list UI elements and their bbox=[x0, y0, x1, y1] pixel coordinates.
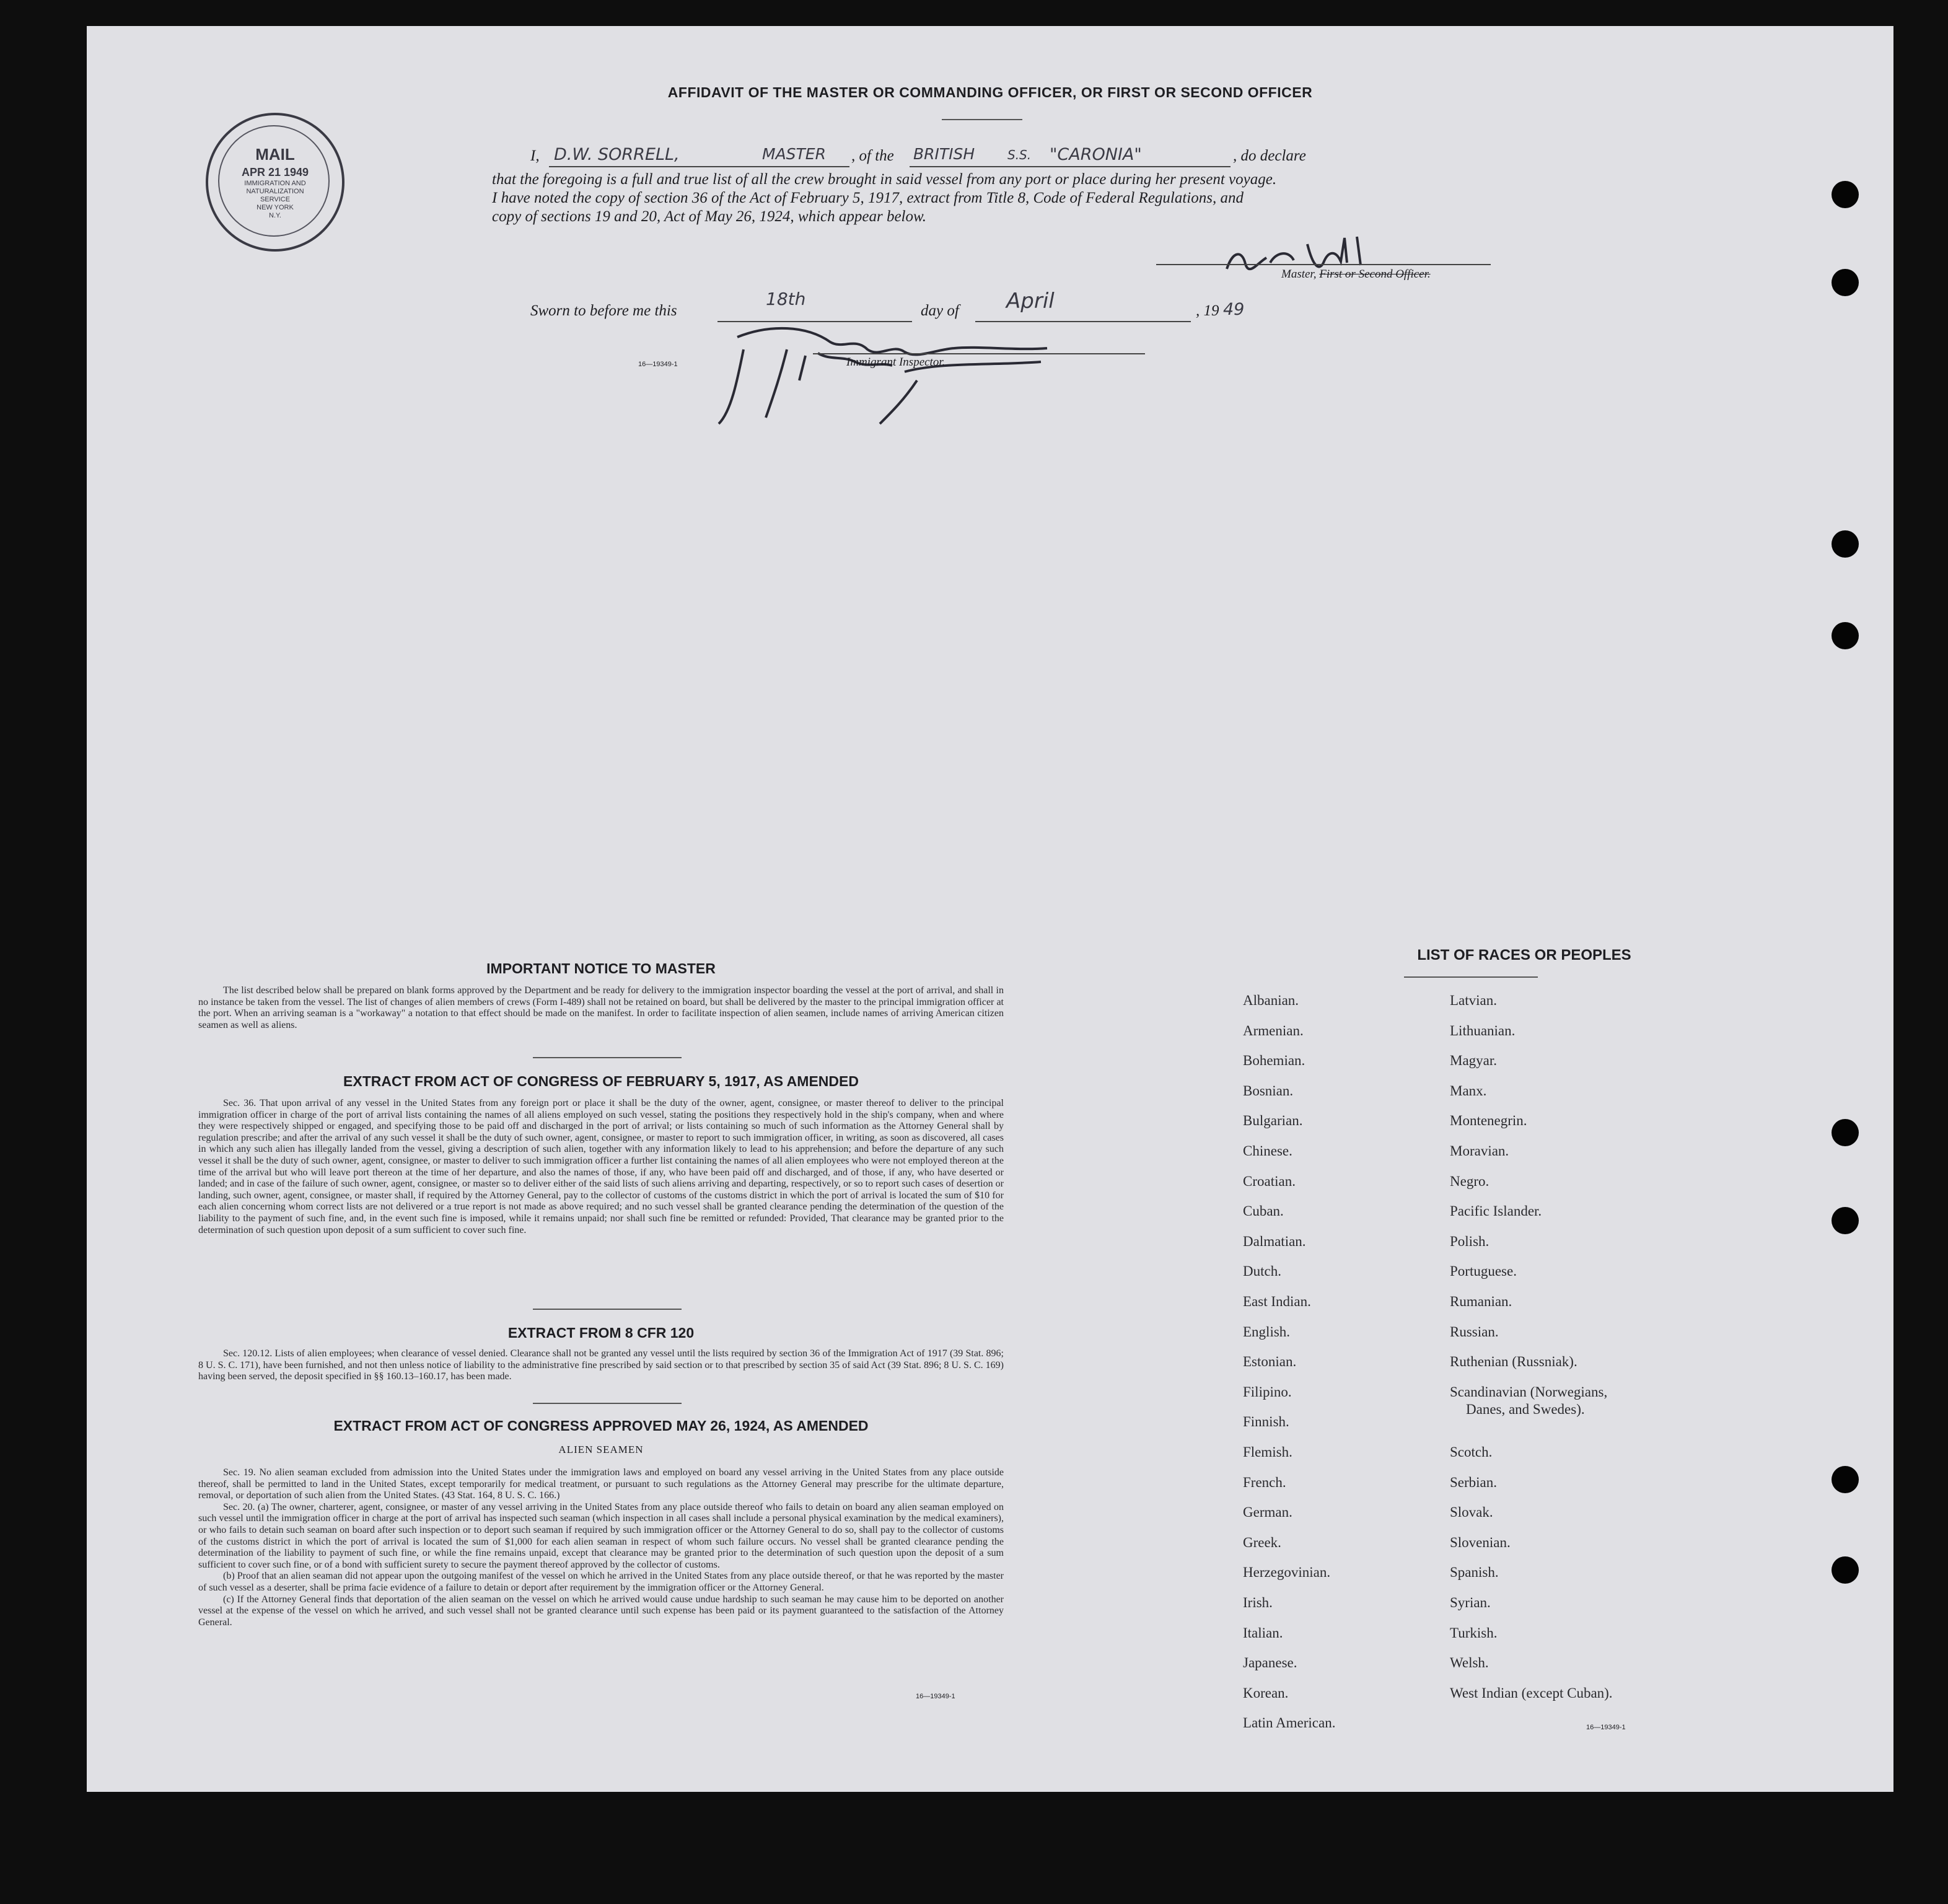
master-signature bbox=[1214, 226, 1462, 294]
binder-hole bbox=[1832, 530, 1859, 558]
affidavit-form-number: 16—19349-1 bbox=[638, 361, 678, 368]
sec-20b-paragraph: (b) Proof that an alien seaman did not appear upon the outgoing manifest of the vessel on which he arrived in the United States from any place outside thereof, or that he was reported by the master of such vessel as a deserter, shall be prima facie evidence of a failure to detain or deport after requirement by the immigration officer or the Attorney General. bbox=[198, 1571, 1004, 1593]
race-item: Finnish. bbox=[1243, 1414, 1289, 1430]
binder-hole bbox=[1832, 1466, 1859, 1493]
race-item: Chinese. bbox=[1243, 1143, 1292, 1159]
race-item: Pacific Islander. bbox=[1450, 1203, 1542, 1219]
race-item: Estonian. bbox=[1243, 1354, 1297, 1370]
race-item: Turkish. bbox=[1450, 1625, 1498, 1641]
sec-20c-paragraph: (c) If the Attorney General finds that deportation of the alien seaman on the vessel on which he arrived would cause undue hardship to such seaman he may cause him to be deported on another vessel at the expense of the vessel on which he arrived, and such vessel shall not be granted clearance until such expense has been paid or its payment guaranteed to the satisfaction of the Attorney General. bbox=[198, 1594, 1004, 1628]
binder-hole bbox=[1832, 1556, 1859, 1584]
extract-form-number: 16—19349-1 bbox=[916, 1693, 955, 1700]
stamp-line-2: NATURALIZATION bbox=[246, 188, 304, 195]
race-item: Bohemian. bbox=[1243, 1053, 1305, 1069]
race-item: Scotch. bbox=[1450, 1444, 1493, 1460]
stamp-line-1: IMMIGRATION AND bbox=[244, 180, 306, 187]
race-item: Latvian. bbox=[1450, 993, 1497, 1008]
race-item: East Indian. bbox=[1243, 1294, 1311, 1309]
race-item: Negro. bbox=[1450, 1173, 1490, 1189]
affidavit-line-1 bbox=[530, 145, 1577, 170]
inspector-signature bbox=[644, 312, 1078, 430]
stamp-line-3: SERVICE bbox=[260, 196, 291, 203]
notice-text: The list described below shall be prepared on blank forms approved by the Department and be ready for delivery to the immigration inspector boarding the vessel at the port of arrival, and shall in no instance be taken from the vessel. The list of changes of alien members of crews (Form I-489) shall not be retained on board, but shall be delivered by the master to the principal immigration officer at the port. When an arriving seaman is a "workaway" a notation to that effect should be made on the manifest. In order to facilitate inspection of alien seamen, include names of arriving American citizen seamen as well as aliens. bbox=[198, 985, 1004, 1030]
races-column-1 bbox=[1243, 993, 1429, 1773]
race-item: Filipino. bbox=[1243, 1384, 1292, 1400]
master-name-filled: D.W. SORRELL, bbox=[554, 145, 680, 164]
struck-officer-label: First or Second Officer. bbox=[1319, 268, 1431, 281]
i-prefix: I, bbox=[530, 147, 540, 164]
flag-filled: BRITISH bbox=[913, 145, 975, 163]
race-item: Moravian. bbox=[1450, 1143, 1509, 1159]
form-page bbox=[87, 26, 1893, 1792]
race-item: Rumanian. bbox=[1450, 1294, 1512, 1309]
race-item: English. bbox=[1243, 1323, 1291, 1340]
race-item: Herzegovinian. bbox=[1243, 1564, 1331, 1581]
race-item: Irish. bbox=[1243, 1595, 1273, 1610]
of-the-text: , of the bbox=[851, 147, 894, 164]
race-item: Russian. bbox=[1450, 1323, 1499, 1340]
race-item: West Indian (except Cuban). bbox=[1450, 1685, 1613, 1701]
notice-title: IMPORTANT NOTICE TO MASTER bbox=[486, 960, 716, 976]
binder-hole bbox=[1832, 1207, 1859, 1234]
stamp-line-5: N.Y. bbox=[269, 212, 281, 219]
race-item: Latin American. bbox=[1243, 1715, 1336, 1731]
year-filled: 49 bbox=[1223, 300, 1245, 319]
race-item: Manx. bbox=[1450, 1082, 1487, 1099]
notice-rule bbox=[533, 1057, 682, 1058]
race-item: Scandinavian (Norwegians, bbox=[1450, 1384, 1608, 1400]
race-item: Slovak. bbox=[1450, 1504, 1493, 1520]
binder-hole bbox=[1832, 181, 1859, 208]
race-item: Danes, and Swedes). bbox=[1466, 1401, 1585, 1417]
binder-hole bbox=[1832, 269, 1859, 296]
title-rule bbox=[942, 119, 1022, 120]
alien-seamen-subtitle: ALIEN SEAMEN bbox=[558, 1444, 644, 1455]
binder-hole bbox=[1832, 1119, 1859, 1146]
master-signature-line bbox=[1156, 264, 1491, 265]
rank-filled: MASTER bbox=[762, 145, 826, 163]
race-item: Portuguese. bbox=[1450, 1263, 1517, 1279]
race-item: Welsh. bbox=[1450, 1655, 1489, 1671]
sworn-prefix: Sworn to before me this bbox=[530, 302, 677, 319]
inspector-label: Immigrant Inspector. bbox=[846, 356, 945, 369]
race-item: Lithuanian. bbox=[1450, 1022, 1516, 1038]
race-item: Bosnian. bbox=[1243, 1082, 1294, 1099]
race-item: Polish. bbox=[1450, 1233, 1490, 1249]
races-title: LIST OF RACES OR PEOPLES bbox=[1417, 947, 1631, 963]
extract-1924-text bbox=[198, 1467, 1004, 1628]
race-item: Dalmatian. bbox=[1243, 1233, 1306, 1249]
sworn-day-filled: 18th bbox=[766, 289, 806, 309]
race-item: Greek. bbox=[1243, 1534, 1281, 1550]
extract-1917-title: EXTRACT FROM ACT OF CONGRESS OF FEBRUARY 5, 1917, AS AMENDED bbox=[343, 1073, 859, 1089]
stamp-line-4: NEW YORK bbox=[257, 204, 294, 211]
inspector-signature-line bbox=[813, 353, 1145, 354]
do-declare-text: , do declare bbox=[1233, 147, 1306, 164]
race-item: French. bbox=[1243, 1474, 1286, 1490]
sec-20a-paragraph: Sec. 20. (a) The owner, charterer, agent, consignee, or master of any vessel arriving in the United States from any place outside thereof who fails to detain on board any alien seaman employed on such vessel until the immigration officer in charge at the port of arrival has inspected such seaman (which inspection in all cases shall include a personal physical examination by the medical examiners), or who fails to detain such seaman on board after such inspection or to deport such seaman if required by such immigration officer or the Attorney General to do so, shall pay to the collector of customs of the customs district in which the port of arrival is located the sum of $1,000 for each alien seaman in respect of whom such failure occurs. No vessel shall be granted clearance pending the determination of the liability to payment of such fine, or while the fine remains unpaid, except that clearance may be granted prior to the determination of such question upon the deposit of a sum sufficient to cover such fine, or of a bond with sufficient surety to secure the payment thereof approved by the collector of customs. bbox=[198, 1501, 1004, 1570]
binder-hole bbox=[1832, 622, 1859, 649]
race-item: Albanian. bbox=[1243, 993, 1299, 1008]
extract-cfr-title: EXTRACT FROM 8 CFR 120 bbox=[507, 1325, 695, 1341]
master-caption bbox=[1281, 268, 1431, 281]
sec-19-paragraph: Sec. 19. No alien seaman excluded from admission into the United States under the immigration laws and employed on board any vessel arriving in the United States from any place outside thereof, shall be permitted to land in the United States, except temporarily for medical treatment, or pursuant to such regulations as the Attorney General may prescribe for the ultimate departure, removal, or deportation of such alien from the United States. (43 Stat. 164, 8 U. S. C. 166.) bbox=[198, 1467, 1004, 1501]
race-item: Croatian. bbox=[1243, 1173, 1296, 1189]
race-item: Syrian. bbox=[1450, 1595, 1491, 1610]
race-item: Magyar. bbox=[1450, 1053, 1498, 1069]
extract-1917-text: Sec. 36. That upon arrival of any vessel in the United States from any foreign port or place it shall be the duty of the owner, agent, consignee, or master thereof to deliver to the principal immigration officer in charge of the port of arrival lists containing the names of all aliens employed on such vessel, stating the positions they respectively hold in the ship's company, when and where they were respectively shipped or engaged, and specifying those to be paid off and discharged in the port of arrival; or lists containing so much of such information as the Attorney General shall by regulation prescribe; and after the arrival of any such vessel it shall be the duty of such owner, agent, consignee, or master to report to such immigration officer, in writing, as soon as discovered, all cases in which any such alien has illegally landed from the vessel, giving a description of such alien, together with any information likely to lead to his apprehension; and before the departure of any such vessel it shall be the duty of such owner, agent, consignee, or master to deliver to such immigration officer a further list containing the names of all alien employees who were not employed thereon at the time of the arrival but who will leave port thereon at the time of her departure, and also the names of those, if any, who have been paid off and discharged, and of those, if any, who have deserted or landed; and in case of the failure of such owner, agent, consignee, or master so to deliver either of the said lists of such aliens arriving and departing, respectively, or so to report such cases of desertion or landing, such owner, agent, consignee, or master shall, if required by the Attorney General, pay to the collector of customs of the customs district in which the port of arrival is located the sum of $10 for each alien concerning whom correct lists are not delivered or a true report is not made as above required; and no such vessel shall be granted clearance pending the determination of the question of the liability to the payment of such fine, and, in the event such fine is imposed, while it remains unpaid; nor shall such fine be remitted or refunded: Provided, That clearance may be granted prior to the determination of such question upon deposit of a sum sufficient to cover such fine. bbox=[198, 1098, 1004, 1235]
master-label: Master, bbox=[1281, 268, 1317, 281]
races-form-number: 16—19349-1 bbox=[1586, 1724, 1626, 1731]
race-item: German. bbox=[1243, 1504, 1292, 1520]
race-item: Cuban. bbox=[1243, 1203, 1284, 1219]
stamp-date: APR 21 1949 bbox=[241, 166, 309, 178]
vessel-prefix: S.S. bbox=[1007, 147, 1032, 162]
extract-cfr-text: Sec. 120.12. Lists of alien employees; when clearance of vessel denied. Clearance shall not be granted any vessel until the lists required by section 36 of the Immigration Act of 1917 (39 Stat. 896; 8 U. S. C. 171), have been furnished, and not then unless notice of liability to the administrative fine prescribed by said section or to that prescribed by section 35 of said Act (39 Stat. 896; 8 U. S. C. 169) having been served, the deposit specified in §§ 160.13–160.17, has been made. bbox=[198, 1348, 1004, 1382]
year-prefix: , 19 bbox=[1196, 302, 1219, 319]
race-item: Ruthenian (Russniak). bbox=[1450, 1354, 1577, 1370]
race-item: Dutch. bbox=[1243, 1263, 1281, 1279]
races-column-2 bbox=[1450, 993, 1735, 1773]
affidavit-line-4: copy of sections 19 and 20, Act of May 26, 1924, which appear below. bbox=[492, 208, 927, 225]
affidavit-line-3: I have noted the copy of section 36 of the Act of February 5, 1917, extract from Title 8, Code of Federal Regulations, and bbox=[492, 190, 1244, 206]
race-item: Armenian. bbox=[1243, 1022, 1304, 1038]
day-of-text: day of bbox=[921, 302, 959, 319]
race-item: Montenegrin. bbox=[1450, 1113, 1527, 1129]
sworn-month-filled: April bbox=[1006, 289, 1055, 314]
stamp-mail-text: MAIL bbox=[255, 145, 295, 164]
races-rule bbox=[1404, 976, 1538, 978]
race-item: Slovenian. bbox=[1450, 1534, 1511, 1550]
race-item: Flemish. bbox=[1243, 1444, 1292, 1460]
race-item: Serbian. bbox=[1450, 1474, 1498, 1490]
race-item: Bulgarian. bbox=[1243, 1113, 1303, 1129]
race-item: Korean. bbox=[1243, 1685, 1289, 1701]
mail-stamp bbox=[206, 113, 344, 252]
extract-1924-title: EXTRACT FROM ACT OF CONGRESS APPROVED MAY 26, 1924, AS AMENDED bbox=[333, 1418, 869, 1434]
extract-1917-rule bbox=[533, 1309, 682, 1310]
race-item: Japanese. bbox=[1243, 1655, 1297, 1671]
vessel-name-filled: "CARONIA" bbox=[1050, 145, 1142, 164]
extract-cfr-rule bbox=[533, 1403, 682, 1404]
affidavit-line-2: that the foregoing is a full and true list of all the crew brought in said vessel from any port or place during her present voyage. bbox=[492, 171, 1277, 188]
race-item: Italian. bbox=[1243, 1625, 1283, 1641]
race-item: Spanish. bbox=[1450, 1564, 1499, 1581]
affidavit-title: AFFIDAVIT OF THE MASTER OR COMMANDING OFFICER, OR FIRST OR SECOND OFFICER bbox=[667, 84, 1313, 100]
